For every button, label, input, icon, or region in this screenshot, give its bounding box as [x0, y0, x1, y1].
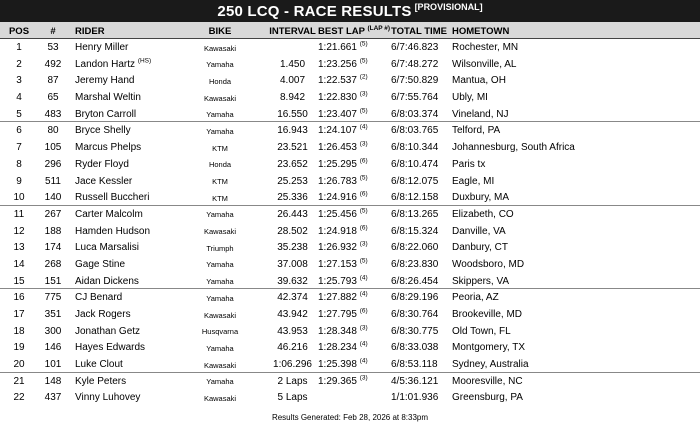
cell-best-lap-time: 1:27.795	[318, 309, 357, 320]
cell-interval: 5 Laps	[277, 392, 308, 404]
cell-total-time: 6/7:48.272	[391, 58, 439, 70]
table-row	[0, 189, 700, 206]
cell-rider	[75, 392, 140, 403]
cell-total-time: 6/7:46.823	[391, 42, 439, 53]
table-row	[0, 156, 700, 173]
table-row	[0, 356, 700, 373]
cell-rider-name: Ryder Floyd	[75, 158, 129, 170]
cell-number: 174	[44, 242, 62, 254]
cell-lap-number: (5)	[359, 57, 368, 65]
cell-hometown: Danville, VA	[452, 225, 506, 237]
table-row	[0, 306, 700, 323]
cell-lap-number: (5)	[359, 174, 368, 182]
cell-interval: 28.502	[277, 225, 308, 237]
cell-total-time: 1/1:01.936	[391, 392, 439, 404]
cell-best-lap	[318, 109, 368, 120]
cell-best-lap-time: 1:27.153	[318, 258, 357, 270]
cell-hometown: Mantua, OH	[452, 75, 506, 87]
cell-best-lap	[318, 259, 368, 270]
table-row	[0, 373, 700, 390]
cell-rider-name: Marcus Phelps	[75, 142, 142, 154]
cell-bike: Yamaha	[206, 377, 234, 387]
cell-total-time: 6/8:30.764	[391, 309, 439, 320]
cell-rider	[75, 226, 150, 237]
cell-lap-number: (2)	[359, 74, 368, 82]
cell-bike: Kawasaki	[203, 360, 237, 370]
cell-pos: 7	[16, 142, 22, 154]
cell-number: 188	[44, 225, 62, 237]
table-row	[0, 206, 700, 223]
cell-best-lap	[318, 342, 368, 353]
cell-best-lap	[318, 276, 368, 287]
table-row	[0, 56, 700, 73]
cell-best-lap	[318, 176, 368, 187]
table-row	[0, 323, 700, 340]
cell-total-time: 6/8:10.344	[391, 142, 439, 154]
cell-rider	[75, 359, 123, 370]
cell-number: 775	[44, 292, 62, 304]
cell-best-lap	[318, 192, 368, 203]
cell-rider	[75, 309, 131, 320]
cell-best-lap	[318, 376, 368, 387]
cell-hometown: Rochester, MN	[452, 42, 519, 53]
cell-rider-name: Marshal Weltin	[75, 92, 141, 104]
cell-best-lap-time: 1:26.453	[318, 142, 357, 154]
cell-best-lap	[318, 92, 368, 103]
cell-number: 483	[44, 108, 62, 120]
cell-interval: 16.550	[277, 108, 308, 120]
cell-rider	[75, 276, 139, 287]
col-header-interval: INTERVAL	[269, 26, 316, 37]
cell-rider-sup: (HS)	[137, 57, 152, 65]
results-table	[0, 39, 700, 406]
cell-best-lap-time: 1:25.295	[318, 158, 357, 170]
cell-pos: 15	[13, 275, 25, 287]
cell-rider	[75, 75, 134, 86]
cell-hometown: Skippers, VA	[452, 275, 510, 287]
cell-pos: 17	[13, 309, 25, 320]
cell-rider	[75, 192, 149, 203]
cell-hometown: Wilsonville, AL	[452, 58, 517, 70]
table-row	[0, 223, 700, 240]
cell-hometown: Johannesburg, South Africa	[452, 142, 575, 154]
cell-interval: 37.008	[277, 258, 308, 270]
cell-hometown: Sydney, Australia	[452, 359, 529, 371]
cell-rider-name: Carter Malcolm	[75, 208, 143, 220]
cell-number: 140	[44, 192, 62, 204]
col-header-best-lap-label: BEST LAP	[318, 26, 365, 37]
cell-number: 105	[44, 142, 62, 154]
cell-best-lap	[318, 42, 368, 53]
cell-best-lap-time: 1:24.918	[318, 225, 357, 237]
cell-number: 148	[44, 375, 62, 387]
cell-rider	[75, 59, 151, 70]
cell-hometown: Duxbury, MA	[452, 192, 510, 204]
cell-best-lap-time: 1:27.882	[318, 292, 357, 304]
cell-rider	[75, 242, 139, 253]
cell-bike: Kawasaki	[203, 393, 237, 403]
table-row	[0, 273, 700, 290]
cell-best-lap-time: 1:22.830	[318, 92, 357, 104]
cell-rider-name: Jeremy Hand	[75, 75, 135, 87]
cell-rider	[75, 376, 126, 387]
cell-best-lap-time: 1:29.365	[318, 375, 357, 387]
cell-interval: 42.374	[277, 292, 308, 304]
cell-total-time: 6/7:50.829	[391, 75, 439, 87]
table-row	[0, 139, 700, 156]
cell-pos: 20	[13, 359, 25, 371]
cell-number: 437	[44, 392, 62, 404]
cell-best-lap	[318, 75, 368, 86]
cell-rider-name: Gage Stine	[75, 258, 126, 270]
cell-best-lap-time: 1:28.234	[318, 342, 357, 354]
cell-total-time: 6/8:22.060	[391, 242, 439, 254]
col-header-bike: BIKE	[208, 26, 232, 37]
cell-rider	[75, 92, 141, 103]
cell-number: 300	[44, 325, 62, 337]
cell-hometown: Elizabeth, CO	[452, 208, 514, 220]
cell-rider-name: Russell Buccheri	[75, 192, 150, 204]
cell-interval: 23.652	[277, 158, 308, 170]
cell-hometown: Montgomery, TX	[452, 342, 525, 354]
cell-interval: 43.953	[277, 325, 308, 337]
col-header-lap-sup: (LAP #)	[367, 24, 391, 32]
cell-best-lap	[318, 326, 368, 337]
cell-bike: KTM	[212, 177, 228, 186]
cell-bike: Yamaha	[206, 260, 234, 270]
cell-pos: 6	[16, 125, 22, 137]
cell-lap-number: (6)	[359, 224, 368, 232]
table-row	[0, 106, 700, 123]
cell-interval: 43.942	[277, 309, 308, 320]
cell-bike: Yamaha	[206, 126, 234, 136]
cell-total-time: 6/8:03.374	[391, 108, 439, 120]
cell-pos: 2	[16, 58, 22, 70]
cell-best-lap-time: 1:24.916	[318, 192, 357, 204]
cell-rider-name: Jonathan Getz	[75, 325, 141, 337]
cell-hometown: Mooresville, NC	[452, 375, 523, 387]
cell-lap-number: (5)	[359, 107, 368, 115]
cell-number: 492	[44, 58, 62, 70]
table-row	[0, 389, 700, 406]
cell-best-lap-time: 1:23.407	[318, 108, 357, 120]
cell-rider-name: Jace Kessler	[75, 175, 133, 187]
cell-interval: 46.216	[277, 342, 308, 354]
page-title: 250 LCQ - RACE RESULTS	[217, 2, 412, 20]
cell-lap-number: (4)	[359, 124, 368, 132]
cell-lap-number: (5)	[359, 257, 368, 265]
table-row	[0, 173, 700, 190]
cell-total-time: 6/8:30.775	[391, 325, 439, 337]
cell-bike: Yamaha	[206, 277, 234, 287]
cell-rider	[75, 292, 122, 303]
cell-bike: Kawasaki	[203, 227, 237, 237]
cell-hometown: Eagle, MI	[452, 175, 495, 187]
cell-pos: 22	[13, 392, 25, 404]
cell-rider	[75, 176, 132, 187]
cell-bike: Husqvarna	[201, 327, 239, 337]
cell-pos: 5	[16, 108, 22, 120]
cell-total-time: 6/8:29.196	[391, 292, 439, 304]
cell-best-lap-time: 1:25.456	[318, 208, 357, 220]
cell-pos: 13	[13, 242, 25, 254]
cell-total-time: 6/8:12.075	[391, 175, 439, 187]
table-row	[0, 122, 700, 139]
cell-lap-number: (6)	[359, 190, 368, 198]
cell-rider-name: Luca Marsalisi	[75, 242, 139, 254]
table-row	[0, 239, 700, 256]
cell-rider-name: Jack Rogers	[75, 309, 131, 320]
cell-lap-number: (6)	[359, 307, 368, 315]
cell-best-lap	[318, 209, 368, 220]
cell-rider	[75, 109, 136, 120]
cell-rider-name: Hayes Edwards	[75, 342, 146, 354]
cell-hometown: Vineland, NJ	[452, 108, 509, 120]
cell-number: 87	[47, 75, 59, 87]
cell-best-lap	[318, 292, 368, 303]
cell-number: 101	[44, 359, 62, 371]
cell-best-lap	[318, 242, 368, 253]
cell-bike: KTM	[212, 193, 228, 203]
cell-rider-name: Henry Miller	[75, 42, 129, 53]
cell-lap-number: (3)	[359, 90, 368, 98]
cell-lap-number: (3)	[359, 374, 368, 382]
cell-bike: KTM	[212, 143, 228, 153]
cell-lap-number: (6)	[359, 157, 368, 165]
cell-interval: 25.336	[277, 192, 308, 204]
cell-interval: 1.450	[279, 58, 306, 70]
col-header-best-lap	[318, 26, 390, 37]
cell-rider-name: Bryton Carroll	[75, 108, 137, 120]
table-row	[0, 39, 700, 56]
cell-total-time: 6/8:12.158	[391, 192, 439, 204]
cell-total-time: 6/7:55.764	[391, 92, 439, 104]
cell-best-lap-time: 1:25.398	[318, 359, 357, 371]
cell-bike: Triumph	[206, 243, 234, 253]
cell-bike: Yamaha	[206, 60, 234, 70]
cell-best-lap-time: 1:24.107	[318, 125, 357, 137]
cell-pos: 12	[13, 225, 25, 237]
cell-pos: 16	[13, 292, 25, 304]
cell-rider-name: Luke Clout	[75, 359, 123, 371]
cell-pos: 8	[16, 158, 22, 170]
cell-number: 80	[47, 125, 59, 137]
cell-rider-name: Landon Hartz	[75, 58, 136, 70]
cell-best-lap	[318, 309, 368, 320]
cell-rider	[75, 159, 129, 170]
table-row	[0, 72, 700, 89]
col-header-pos: POS	[8, 26, 30, 37]
table-header	[0, 22, 700, 39]
cell-lap-number: (4)	[359, 341, 368, 349]
cell-hometown: Ubly, MI	[452, 92, 488, 104]
cell-number: 146	[44, 342, 62, 354]
provisional-badge: [PROVISIONAL]	[414, 2, 483, 12]
cell-rider	[75, 342, 145, 353]
cell-number: 268	[44, 258, 62, 270]
cell-number: 511	[45, 175, 61, 187]
cell-best-lap	[318, 226, 368, 237]
cell-hometown: Peoria, AZ	[452, 292, 499, 304]
table-row	[0, 89, 700, 106]
cell-total-time: 6/8:13.265	[391, 208, 439, 220]
cell-bike: Yamaha	[206, 210, 234, 220]
cell-bike: Honda	[208, 160, 232, 170]
cell-hometown: Paris tx	[452, 158, 486, 170]
cell-interval: 4.007	[279, 75, 306, 87]
cell-number: 53	[47, 42, 59, 53]
cell-rider	[75, 326, 140, 337]
cell-pos: 4	[16, 92, 22, 104]
cell-best-lap	[318, 159, 368, 170]
cell-number: 267	[44, 208, 62, 220]
cell-hometown: Danbury, CT	[452, 242, 508, 254]
cell-hometown: Telford, PA	[452, 125, 501, 137]
table-row	[0, 289, 700, 306]
cell-total-time: 6/8:03.765	[391, 125, 439, 137]
cell-pos: 14	[13, 258, 25, 270]
cell-number: 65	[47, 92, 59, 104]
cell-bike: Yamaha	[206, 293, 234, 303]
cell-lap-number: (4)	[359, 357, 368, 365]
col-header-number: #	[50, 26, 56, 37]
cell-total-time: 6/8:26.454	[391, 275, 439, 287]
cell-interval: 16.943	[277, 125, 308, 137]
cell-lap-number: (5)	[359, 40, 368, 48]
cell-rider-name: Aidan Dickens	[75, 275, 139, 287]
cell-interval: 8.942	[279, 92, 306, 104]
cell-number: 151	[44, 275, 62, 287]
cell-pos: 18	[13, 325, 25, 337]
cell-best-lap	[318, 125, 368, 136]
cell-best-lap	[318, 142, 368, 153]
cell-rider	[75, 125, 131, 136]
cell-rider-name: CJ Benard	[75, 292, 123, 304]
cell-lap-number: (3)	[359, 324, 368, 332]
cell-best-lap	[318, 59, 368, 70]
cell-lap-number: (3)	[359, 140, 368, 148]
cell-lap-number: (4)	[359, 274, 368, 282]
cell-lap-number: (4)	[359, 290, 368, 298]
cell-best-lap	[318, 359, 368, 370]
cell-rider	[75, 209, 143, 220]
table-row	[0, 339, 700, 356]
cell-total-time: 6/8:15.324	[391, 225, 439, 237]
cell-interval: 25.253	[277, 175, 308, 187]
cell-bike: Yamaha	[206, 110, 234, 120]
cell-interval: 2 Laps	[277, 375, 308, 387]
cell-pos: 10	[13, 192, 25, 204]
cell-rider-name: Kyle Peters	[75, 375, 127, 387]
cell-total-time: 6/8:53.118	[391, 359, 438, 371]
cell-best-lap-time: 1:25.793	[318, 275, 357, 287]
cell-rider-name: Bryce Shelly	[75, 125, 131, 137]
cell-number: 351	[44, 309, 62, 320]
cell-hometown: Brookeville, MD	[452, 309, 523, 320]
cell-bike: Kawasaki	[203, 93, 237, 103]
cell-rider	[75, 259, 125, 270]
cell-interval: 26.443	[277, 208, 308, 220]
cell-best-lap-time: 1:26.932	[318, 242, 357, 254]
cell-pos: 1	[16, 42, 22, 53]
col-header-rider: RIDER	[75, 26, 105, 37]
cell-pos: 11	[13, 208, 25, 220]
results-generated-footer: Results Generated: Feb 28, 2026 at 8:33pm	[271, 413, 429, 422]
cell-total-time: 6/8:23.830	[391, 258, 439, 270]
table-row	[0, 256, 700, 273]
col-header-total-time: TOTAL TIME	[391, 26, 447, 37]
cell-bike: Kawasaki	[203, 310, 237, 320]
cell-pos: 9	[16, 175, 22, 187]
cell-interval: 23.521	[277, 142, 308, 154]
col-header-hometown: HOMETOWN	[452, 26, 510, 37]
cell-bike: Honda	[208, 76, 232, 86]
cell-hometown: Greensburg, PA	[452, 392, 523, 404]
cell-pos: 21	[13, 375, 25, 387]
title-bar	[0, 0, 700, 22]
cell-best-lap-time: 1:26.783	[318, 175, 357, 187]
cell-lap-number: (3)	[359, 240, 368, 248]
cell-pos: 19	[13, 342, 25, 354]
cell-bike: Yamaha	[206, 343, 234, 353]
cell-total-time: 6/8:10.474	[391, 158, 439, 170]
cell-rider-name: Hamden Hudson	[75, 225, 151, 237]
cell-total-time: 4/5:36.121	[391, 375, 439, 387]
cell-interval: 39.632	[277, 275, 308, 287]
cell-best-lap-time: 1:21.661	[318, 42, 357, 53]
cell-interval: 35.238	[277, 242, 308, 254]
cell-best-lap-time: 1:23.256	[318, 58, 357, 70]
cell-best-lap-time: 1:22.537	[318, 75, 357, 87]
cell-rider	[75, 42, 128, 53]
cell-interval: 1:06.296	[273, 359, 312, 371]
cell-rider-name: Vinny Luhovey	[75, 392, 141, 404]
cell-rider	[75, 142, 141, 153]
cell-bike: Kawasaki	[203, 43, 237, 53]
cell-lap-number: (5)	[359, 207, 368, 215]
cell-number: 296	[44, 158, 62, 170]
cell-best-lap-time: 1:28.348	[318, 325, 357, 337]
cell-hometown: Woodsboro, MD	[452, 258, 525, 270]
cell-hometown: Old Town, FL	[452, 325, 511, 337]
cell-pos: 3	[16, 75, 22, 87]
cell-total-time: 6/8:33.038	[391, 342, 439, 354]
